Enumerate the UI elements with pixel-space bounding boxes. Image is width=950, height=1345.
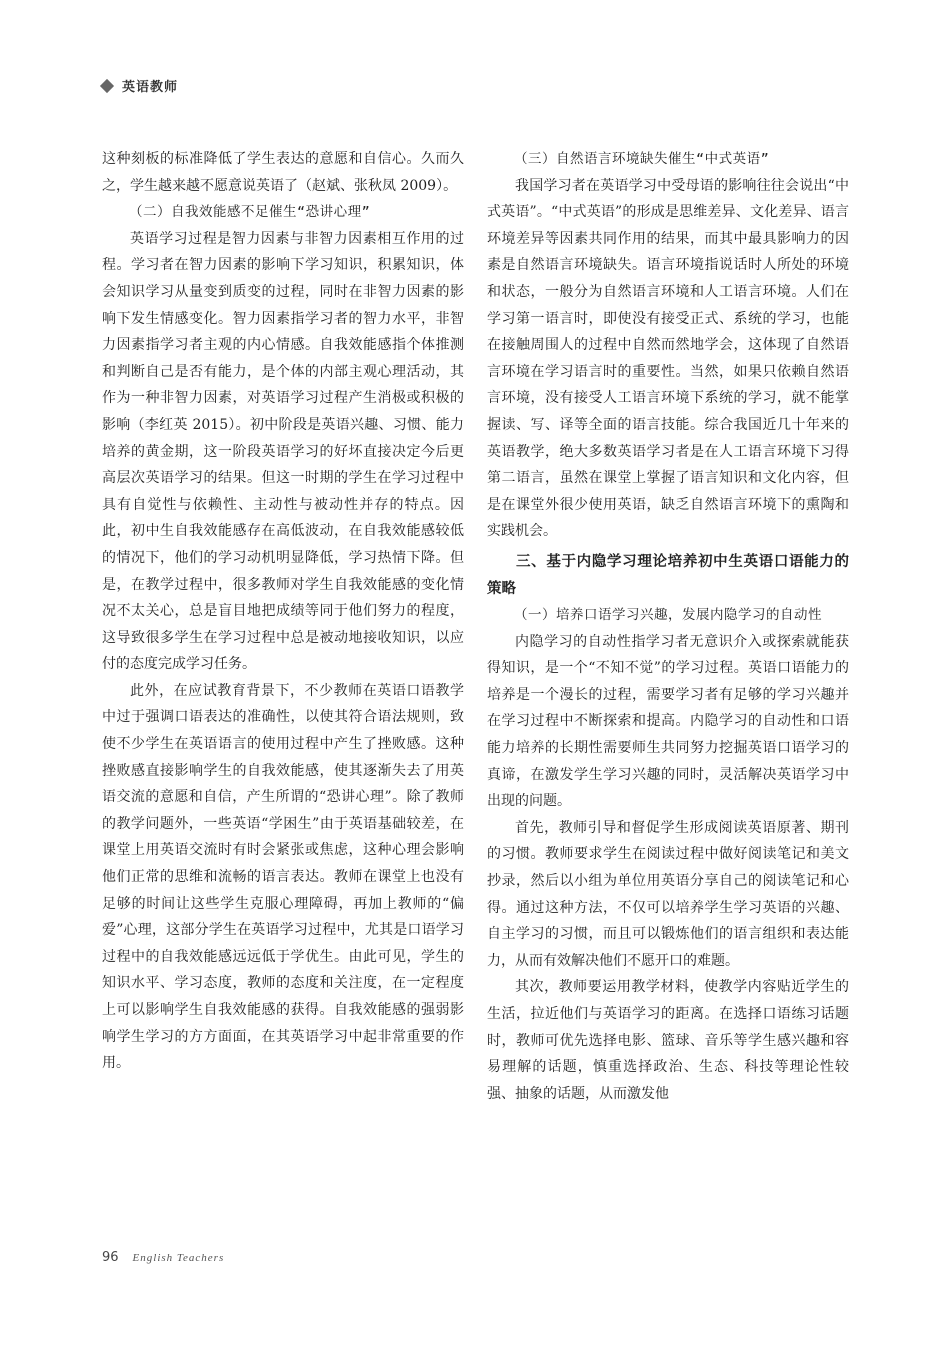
left-column — [102, 146, 464, 1077]
paragraph: 英语学习过程是智力因素与非智力因素相互作用的过程。学习者在智力因素的影响下学习知识，积累知识，体会知识学习从量变到质变的过程，同时在非智力因素的影响下发生情感变化。智力因素指学习者的智力水平，非智力因素指学习者主观的内心情感。自我效能感指个体推测和判断自己是否有能力，是个体的内部主观心理活动，其作为一种非智力因素，对英语学习过程产生消极或积极的影响（李红英 2015）。初中阶段是英语兴趣、习惯、能力培养的黄金期，这一阶段英语学习的好坏直接决定今后更高层次英语学习的结果。但这一时期的学生在学习过程中具有自觉性与依赖性、主动性与被动性并存的特点。因此，初中生自我效能感存在高低波动，在自我效能感较低的情况下，他们的学习动机明显降低，学习热情下降。但是，在教学过程中，很多教师对学生自我效能感的变化情况不太关心，总是盲目地把成绩等同于他们努力的程度，这导致很多学生在学习过程中总是被动地接收知识，以应付的态度完成学习任务。 — [102, 230, 464, 673]
right-column — [487, 146, 849, 1107]
journal-english-title: English Teachers — [132, 1252, 225, 1264]
subsection-heading: （三）自然语言环境缺失催生“中式英语” — [514, 151, 770, 167]
page-number: 96 — [102, 1250, 119, 1265]
paragraph: 首先，教师引导和督促学生形成阅读英语原著、期刊的习惯。教师要求学生在阅读过程中做好阅读笔记和美文抄录，然后以小组为单位用英语分享自己的阅读笔记和心得。通过这种方法，不仅可以培养学生学习英语的兴趣、自主学习的习惯，而且可以锻炼他们的语言组织和表达能力，从而有效解决他们不愿开口的难题。 — [487, 819, 849, 969]
page-footer — [102, 1250, 224, 1265]
section-heading: 三、基于内隐学习理论培养初中生英语口语能力的策略 — [487, 553, 849, 597]
running-header — [102, 76, 178, 95]
diamond-icon — [100, 78, 114, 92]
journal-title: 英语教师 — [122, 80, 179, 95]
paragraph: 此外，在应试教育背景下，不少教师在英语口语教学中过于强调口语表达的准确性，以使其符合语法规则，致使不少学生在英语语言的使用过程中产生了挫败感。这种挫败感直接影响学生的自我效能感，使其逐渐失去了用英语交流的意愿和自信，产生所谓的“恐讲心理”。除了教师的教学问题外，一些英语“学困生”由于英语基础较差，在课堂上用英语交流时有时会紧张或焦虑，这种心理会影响他们正常的思维和流畅的语言表达。教师在课堂上也没有足够的时间让这些学生克服心理障碍，再加上教师的“偏爱”心理，这部分学生在英语学习过程中，尤其是口语学习过程中的自我效能感远远低于学优生。由此可见，学生的知识水平、学习态度，教师的态度和关注度，在一定程度上可以影响学生自我效能感的获得。自我效能感的强弱影响学生学习的方方面面，在其英语学习中起非常重要的作用。 — [102, 682, 464, 1072]
paragraph: 内隐学习的自动性指学习者无意识介入或探索就能获得知识，是一个“不知不觉”的学习过程。英语口语能力的培养是一个漫长的过程，需要学习者有足够的学习兴趣并在学习过程中不断探索和提高。内隐学习的自动性和口语能力培养的长期性需要师生共同努力挖掘英语口语学习的真谛，在激发学生学习兴趣的同时，灵活解决英语学习中出现的问题。 — [487, 633, 849, 810]
subsection-heading: （二）自我效能感不足催生“恐讲心理” — [129, 204, 371, 221]
paragraph: 这种刻板的标准降低了学生表达的意愿和自信心。久而久之，学生越来越不愿意说英语了（赵斌、张秋凤 2009）。 — [102, 151, 464, 194]
subsection-heading: （一）培养口语学习兴趣，发展内隐学习的自动性 — [514, 607, 822, 624]
paragraph: 我国学习者在英语学习中受母语的影响往往会说出“中式英语”。“中式英语”的形成是思维差异、文化差异、语言环境差异等因素共同作用的结果，而其中最具影响力的因素是自然语言环境缺失。语言环境指说话时人所处的环境和状态，一般分为自然语言环境和人工语言环境。人们在学习第一语言时，即使没有接受正式、系统的学习，也能在接触周围人的过程中自然而然地学会，这体现了自然语言环境在学习语言时的重要性。当然，如果只依赖自然语言环境，没有接受人工语言环境下系统的学习，就不能掌握读、写、译等全面的语言技能。综合我国近几十年来的英语教学，绝大多数英语学习者是在人工语言环境下习得第二语言，虽然在课堂上掌握了语言知识和文化内容，但是在课堂外很少使用英语，缺乏自然语言环境下的熏陶和实践机会。 — [487, 177, 849, 540]
paragraph: 其次，教师要运用教学材料，使教学内容贴近学生的生活，拉近他们与英语学习的距离。在选择口语练习话题时，教师可优先选择电影、篮球、音乐等学生感兴趣和容易理解的话题，慎重选择政治、生态、科技等理论性较强、抽象的话题，从而激发他 — [487, 979, 849, 1102]
